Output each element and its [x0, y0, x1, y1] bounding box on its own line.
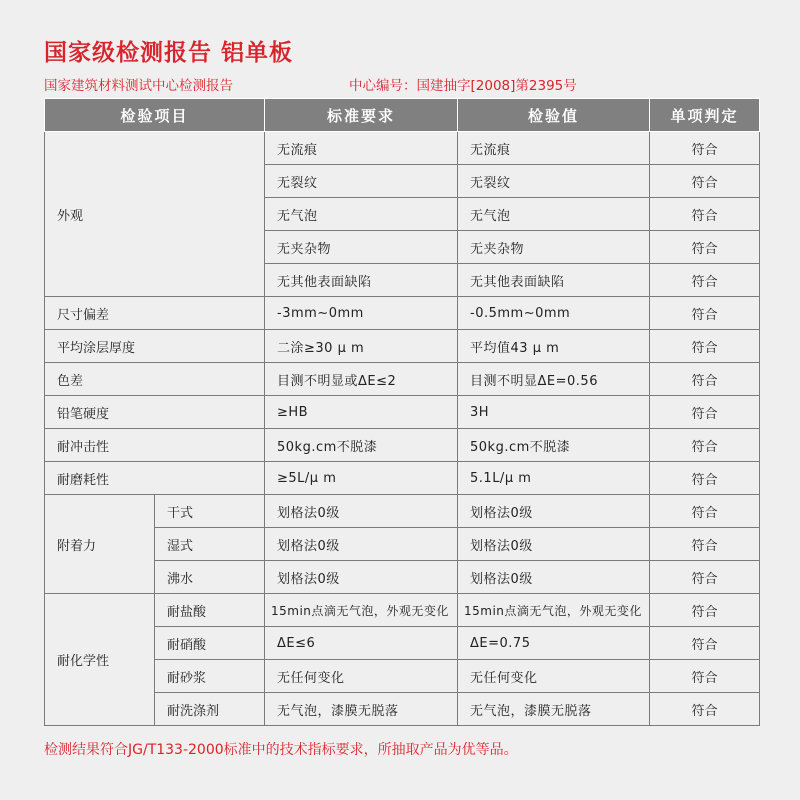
judgement-cell: 符合	[650, 297, 760, 330]
header-judgement: 单项判定	[650, 99, 760, 132]
table-row	[45, 396, 760, 429]
standard-cell: 目测不明显或ΔE≤2	[265, 363, 458, 396]
standard-cell: ≥5L/μ m	[265, 462, 458, 495]
judgement-cell: 符合	[650, 198, 760, 231]
header-standard: 标准要求	[265, 99, 458, 132]
table-row	[45, 462, 760, 495]
value-cell: ΔE=0.75	[458, 627, 650, 660]
table-row	[45, 594, 760, 627]
subitem-cell: 湿式	[155, 528, 265, 561]
center-number: 中心编号：国建抽字[2008]第2395号	[349, 78, 577, 94]
value-cell: -0.5mm~0mm	[458, 297, 650, 330]
value-cell: 无任何变化	[458, 660, 650, 693]
value-cell: 划格法0级	[458, 495, 650, 528]
header-value: 检验值	[458, 99, 650, 132]
group-adhesion: 附着力	[45, 495, 155, 594]
judgement-cell: 符合	[650, 462, 760, 495]
standard-cell: 无其他表面缺陷	[265, 264, 458, 297]
value-cell: 5.1L/μ m	[458, 462, 650, 495]
judgement-cell: 符合	[650, 429, 760, 462]
standard-cell: -3mm~0mm	[265, 297, 458, 330]
judgement-cell: 符合	[650, 627, 760, 660]
subitem-cell: 耐盐酸	[155, 594, 265, 627]
conclusion-text: 检测结果符合JG/T133-2000标准中的技术指标要求，所抽取产品为优等品。	[44, 742, 518, 758]
standard-cell: 无流痕	[265, 132, 458, 165]
judgement-cell: 符合	[650, 231, 760, 264]
judgement-cell: 符合	[650, 396, 760, 429]
value-cell: 划格法0级	[458, 561, 650, 594]
value-cell: 无气泡，漆膜无脱落	[458, 693, 650, 726]
judgement-cell: 符合	[650, 264, 760, 297]
item-cell: 尺寸偏差	[45, 297, 265, 330]
judgement-cell: 符合	[650, 660, 760, 693]
standard-cell: 15min点滴无气泡，外观无变化	[265, 594, 458, 627]
item-cell: 平均涂层厚度	[45, 330, 265, 363]
standard-cell: 划格法0级	[265, 528, 458, 561]
judgement-cell: 符合	[650, 594, 760, 627]
standard-cell: ≥HB	[265, 396, 458, 429]
value-cell: 平均值43 μ m	[458, 330, 650, 363]
value-cell: 15min点滴无气泡，外观无变化	[458, 594, 650, 627]
judgement-cell: 符合	[650, 165, 760, 198]
report-title: 国家级检测报告 铝单板	[44, 40, 294, 66]
standard-cell: 二涂≥30 μ m	[265, 330, 458, 363]
table-header-row	[45, 99, 760, 132]
group-chemical: 耐化学性	[45, 594, 155, 726]
subitem-cell: 耐洗涤剂	[155, 693, 265, 726]
judgement-cell: 符合	[650, 561, 760, 594]
value-cell: 无夹杂物	[458, 231, 650, 264]
value-cell: 3H	[458, 396, 650, 429]
standard-cell: ΔE≤6	[265, 627, 458, 660]
value-cell: 无气泡	[458, 198, 650, 231]
value-cell: 目测不明显ΔE=0.56	[458, 363, 650, 396]
table-row	[45, 297, 760, 330]
inspection-table	[44, 98, 760, 726]
table-row	[45, 330, 760, 363]
value-cell: 50kg.cm不脱漆	[458, 429, 650, 462]
table-row	[45, 429, 760, 462]
standard-cell: 无气泡	[265, 198, 458, 231]
item-cell: 耐磨耗性	[45, 462, 265, 495]
subitem-cell: 干式	[155, 495, 265, 528]
value-cell: 无其他表面缺陷	[458, 264, 650, 297]
subitem-cell: 耐砂浆	[155, 660, 265, 693]
value-cell: 划格法0级	[458, 528, 650, 561]
standard-cell: 无任何变化	[265, 660, 458, 693]
value-cell: 无裂纹	[458, 165, 650, 198]
judgement-cell: 符合	[650, 528, 760, 561]
judgement-cell: 符合	[650, 363, 760, 396]
standard-cell: 无裂纹	[265, 165, 458, 198]
standard-cell: 无夹杂物	[265, 231, 458, 264]
issuing-organization: 国家建筑材料测试中心检测报告	[44, 78, 233, 94]
judgement-cell: 符合	[650, 132, 760, 165]
item-cell: 铅笔硬度	[45, 396, 265, 429]
table-row	[45, 363, 760, 396]
standard-cell: 划格法0级	[265, 561, 458, 594]
item-cell: 耐冲击性	[45, 429, 265, 462]
standard-cell: 划格法0级	[265, 495, 458, 528]
judgement-cell: 符合	[650, 693, 760, 726]
table-row	[45, 495, 760, 528]
standard-cell: 50kg.cm不脱漆	[265, 429, 458, 462]
header-item: 检验项目	[45, 99, 265, 132]
standard-cell: 无气泡，漆膜无脱落	[265, 693, 458, 726]
value-cell: 无流痕	[458, 132, 650, 165]
subitem-cell: 耐硝酸	[155, 627, 265, 660]
group-appearance: 外观	[45, 132, 265, 297]
judgement-cell: 符合	[650, 330, 760, 363]
report-subtitle	[44, 74, 577, 94]
subitem-cell: 沸水	[155, 561, 265, 594]
table-row	[45, 132, 760, 165]
judgement-cell: 符合	[650, 495, 760, 528]
item-cell: 色差	[45, 363, 265, 396]
